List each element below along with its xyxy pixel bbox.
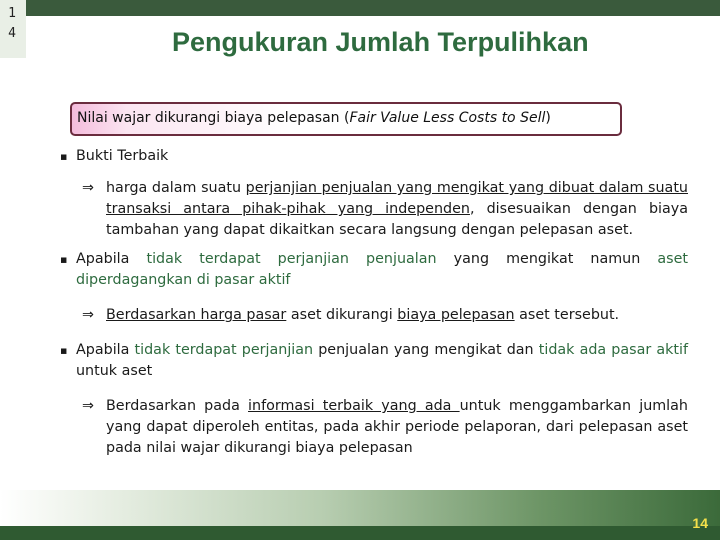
slide-number-top: 1 4 — [8, 6, 16, 41]
bullet-square-icon: ▪ — [60, 344, 68, 357]
bullet-label: Bukti Terbaik — [76, 148, 169, 164]
top-bar — [0, 0, 720, 16]
bullet-text: untuk aset — [76, 363, 153, 379]
bullet-text: yang mengikat namun — [436, 251, 658, 267]
bullet-square-icon: ▪ — [60, 253, 68, 266]
sub-underlined: biaya pelepasan — [397, 307, 515, 323]
bullet-highlight: aset diperdagangkan di pasar aktif — [76, 251, 688, 288]
bullet-highlight: tidak terdapat perjanjian — [134, 342, 314, 358]
callout-text-prefix: Nilai wajar dikurangi biaya pelepasan ( — [77, 110, 350, 126]
bottom-bar — [0, 526, 720, 540]
page-number: 14 — [692, 515, 708, 531]
bullet-square-icon: ▪ — [60, 150, 68, 163]
sub-point-best-information — [58, 396, 688, 459]
sub-text: Berdasarkan pada — [106, 398, 249, 414]
sub-underlined: informasi terbaik yang ada — [248, 398, 460, 414]
sub-point-binding-agreement — [58, 178, 688, 241]
bullet-no-active-market — [58, 340, 688, 382]
sub-underlined: Berdasarkan harga pasar — [106, 307, 287, 323]
sub-underlined: perjanjian penjualan yang mengikat yang dibuat dalam suatu transaksi antara pihak-pihak yang independen — [106, 180, 688, 217]
sub-text: aset dikurangi — [286, 307, 398, 323]
definition-callout — [70, 102, 622, 136]
bullet-text: Apabila — [76, 251, 147, 267]
bullet-highlight: tidak ada pasar aktif — [538, 342, 688, 358]
sub-text: , disesuaikan dengan biaya tambahan yang dapat dikaitkan secara langsung dengan pelepasan aset. — [106, 201, 688, 238]
bullet-active-market — [58, 249, 688, 291]
slide-content — [58, 146, 688, 459]
sub-text: harga dalam suatu — [106, 180, 246, 196]
callout-text-suffix: ) — [545, 110, 551, 126]
bullet-text: penjualan yang mengikat dan — [313, 342, 539, 358]
callout-text-italic: Fair Value Less Costs to Sell — [349, 110, 546, 126]
bullet-text: Apabila — [76, 342, 135, 358]
callout-text — [77, 110, 551, 126]
sub-text: aset tersebut. — [514, 307, 620, 323]
bullet-highlight: tidak terdapat perjanjian penjualan — [146, 251, 437, 267]
implies-arrow-icon: ⇒ — [82, 180, 94, 196]
sub-text: untuk menggambarkan jumlah yang dapat diperoleh entitas, pada akhir periode pelaporan, dari pelepasan aset pada nilai wajar dikurangi biaya pelepasan — [106, 398, 688, 456]
sub-point-market-price — [58, 305, 688, 326]
implies-arrow-icon: ⇒ — [82, 307, 94, 323]
slide-title: Pengukuran Jumlah Terpulihkan — [172, 27, 589, 57]
implies-arrow-icon: ⇒ — [82, 398, 94, 414]
bullet-best-evidence — [58, 146, 688, 167]
